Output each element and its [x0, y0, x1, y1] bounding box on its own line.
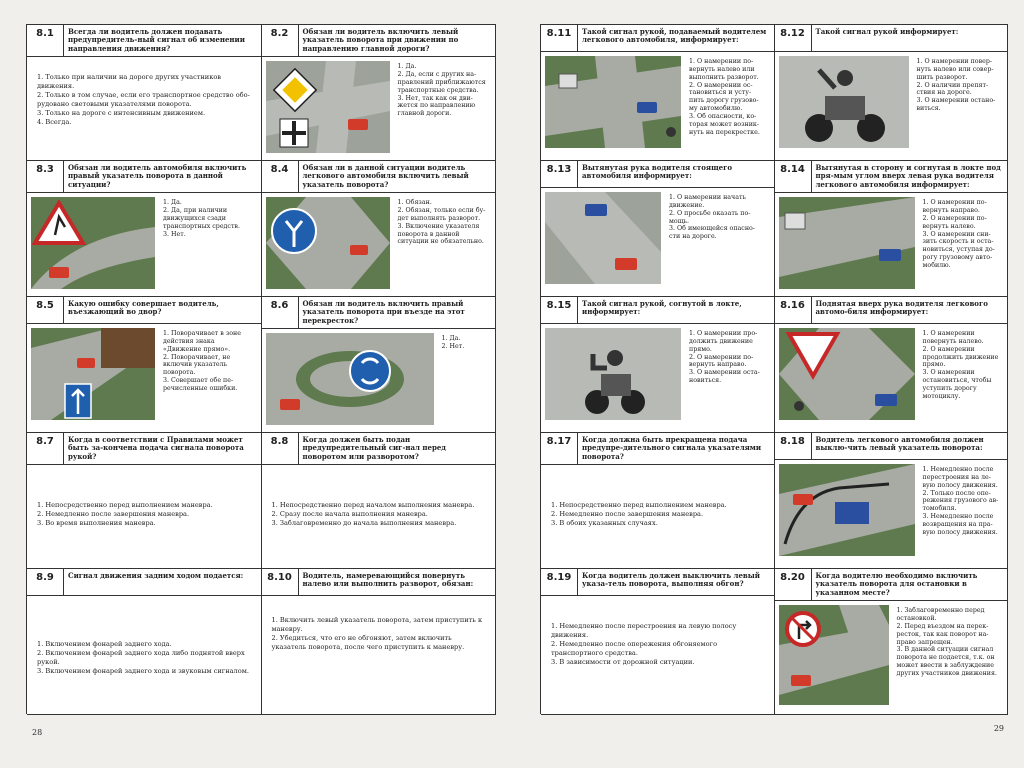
answer-option: 2. Поворачивает, не включив указатель поворота.: [163, 353, 231, 377]
answer-option: 2. Перед въездом на перек-ресток, так как поворот на-право запрещен.: [896, 622, 989, 646]
answer-option: 3. Во время выполнения маневра.: [37, 518, 156, 527]
answer-option: 2. О наличии препят-ствия на дороге.: [916, 81, 989, 97]
answer-option: 1. Только при наличии на дороге других участников движения.: [37, 73, 222, 91]
question-text: Обязан ли водитель включить правый указатель поворота при въезде на этот перекресток?: [302, 299, 465, 325]
road-illustration: [779, 605, 889, 705]
road-illustration: [545, 56, 681, 148]
question-number: 8.14: [775, 161, 812, 192]
answer-option: 3. В обоих указанных случаях.: [551, 518, 658, 527]
answer-option: 3. Только на дороге с интенсивным движением.: [37, 108, 206, 117]
answer-list: [919, 464, 1004, 556]
answer-list: [919, 197, 1004, 289]
question-text: Такой сигнал рукой, согнутой в локте, информирует:: [582, 299, 742, 317]
question-card-8-4: [262, 161, 497, 297]
answer-option: 2. Обязан, только если бу-дет выполнять разворот.: [397, 207, 486, 222]
right-page: [540, 24, 1008, 733]
question-card-8-1: [27, 25, 262, 161]
answer-option: 2. О намерении продолжить движение прямо.: [922, 345, 999, 369]
question-number: 8.19: [541, 569, 578, 595]
question-number: 8.7: [27, 433, 64, 464]
answer-list: [541, 596, 774, 666]
question-number: 8.13: [541, 161, 578, 187]
answer-option: 2. Немедленно после завершения маневра.: [37, 510, 190, 519]
answer-option: 1. Включить левый указатель поворота, затем приступить к маневру.: [271, 616, 483, 633]
question-card-8-16: [775, 297, 1009, 433]
answer-option: 2. О намерении по-вернуть направо.: [689, 353, 754, 369]
question-text: Какую ошибку совершает водитель, въезжающий во двор?: [68, 299, 219, 317]
question-card-8-14: [775, 161, 1009, 297]
question-number: 8.4: [262, 161, 299, 192]
answer-list: [262, 596, 496, 652]
answer-option: 1. Немедленно после перестроения на левую полосу движения.: [551, 622, 737, 639]
answer-option: 3. О намерении сни-зить скорость и оста-новиться, уступая до-рогу грузовому авто-мобилю.: [922, 230, 995, 270]
road-illustration: [31, 328, 155, 420]
question-text: Обязан ли водитель включить левый указатель поворота при движении по направлению главной дороги?: [302, 27, 459, 53]
answer-list: [27, 465, 261, 528]
question-text: Когда должен быть подан предупредительный сиг-нал перед поворотом или разворотом?: [302, 435, 446, 461]
road-illustration: [779, 328, 915, 420]
question-card-8-10: [262, 569, 497, 715]
answer-option: 1. Да.: [441, 335, 461, 343]
question-card-8-9: [27, 569, 262, 715]
road-illustration: [266, 197, 390, 289]
question-card-8-19: [541, 569, 775, 715]
question-text: Обязан ли в данной ситуации водитель легкового автомобиля включить левый указатель поворота?: [302, 163, 469, 189]
question-card-8-7: [27, 433, 262, 569]
answer-option: 3. О намерении остановиться, чтобы уступить дорогу мотоциклу.: [922, 369, 992, 400]
question-number: 8.16: [775, 297, 812, 323]
answer-option: 2. О просьбе оказать по-мощь.: [669, 209, 751, 225]
question-card-8-12: [775, 25, 1009, 161]
question-text: Водитель, намеревающийся повернуть налево или выполнить разворот, обязан:: [302, 571, 474, 589]
answer-option: 1. Да.: [163, 199, 182, 207]
question-number: 8.6: [262, 297, 299, 328]
answer-list: [27, 57, 261, 126]
answer-option: 1. О намерении повер-нуть налево или совер-шить разворот.: [916, 58, 994, 81]
answer-list: [665, 192, 770, 284]
answer-option: 3. Немедленно после возвращения на пра-вую полосу движения.: [922, 513, 998, 536]
question-card-8-2: [262, 25, 497, 161]
answer-option: 3. Включение указателя поворота в данной ситуации не обязательно.: [397, 222, 484, 246]
question-card-8-17: [541, 433, 775, 569]
road-illustration: [779, 197, 915, 289]
answer-option: 3. Об опасности, ко-торая может возник-нуть на перекрестке.: [689, 113, 760, 136]
question-text: Поднятая вверх рука водителя легкового автомо-биля информирует:: [815, 299, 988, 317]
answer-option: 1. Включением фонарей заднего хода.: [37, 640, 172, 648]
question-text: Когда водитель должен выключить левый указа-тель поворота, выполняя обгон?: [582, 571, 760, 589]
answer-list: [394, 197, 492, 289]
question-number: 8.2: [262, 25, 299, 56]
question-text: Вытянутая в сторону и согнутая в локте под пря-мым углом вверх левая рука водителя легкового автомобиля информирует:: [815, 163, 1001, 189]
answer-list: [893, 605, 1004, 705]
answer-option: 2. Включением фонарей заднего хода либо поднятой вверх рукой.: [37, 648, 245, 666]
answer-option: 2. Только в том случае, если его транспортное средство обо-рудовано световыми указателями поворота.: [37, 90, 250, 108]
question-number: 8.1: [27, 25, 64, 56]
question-text: Такой сигнал рукой, подаваемый водителем легкового автомобиля, информирует:: [582, 27, 767, 45]
answer-option: 1. Обязан.: [397, 199, 432, 207]
question-text: Такой сигнал рукой информирует:: [815, 27, 959, 36]
question-number: 8.18: [775, 433, 812, 459]
question-card-8-13: [541, 161, 775, 297]
answer-option: 2. Да, при наличии движущихся сзади транспортных средств.: [163, 207, 240, 230]
question-card-8-20: [775, 569, 1009, 715]
question-number: 8.9: [27, 569, 64, 595]
answer-list: [27, 596, 261, 676]
answer-option: 1. Заблаговременно перед остановкой.: [896, 607, 985, 623]
page-number: 28: [32, 728, 43, 737]
motorcyclist-illustration: [779, 56, 909, 148]
answer-option: 1. О намерении повернуть налево.: [922, 330, 984, 345]
answer-list: [913, 56, 1004, 148]
left-page: [26, 24, 496, 737]
answer-option: 2. Немедленно после опережения обгоняемого транспортного средства.: [551, 639, 718, 657]
answer-option: 1. Да.: [397, 63, 417, 71]
answer-list: [919, 328, 1004, 420]
answer-option: 4. Всегда.: [37, 117, 72, 126]
question-text: Когда в соответствии с Правилами может быть за-кончена подача сигнала поворота рукой?: [68, 435, 244, 461]
answer-option: 3. О намерении оста-новиться.: [689, 369, 760, 385]
answer-list: [262, 465, 496, 528]
answer-option: 1. Непосредственно перед выполнением маневра.: [551, 501, 727, 510]
road-illustration: [266, 333, 434, 425]
answer-list: [541, 465, 774, 528]
page-number: 29: [993, 724, 1004, 733]
question-card-8-8: [262, 433, 497, 569]
answer-option: 2. Нет.: [441, 343, 465, 351]
answer-option: 3. Заблаговременно до начала выполнения маневра.: [271, 518, 457, 527]
question-number: 8.5: [27, 297, 64, 323]
answer-option: 1. О намерении начать движение.: [669, 194, 746, 209]
answer-option: 3. Нет.: [163, 230, 186, 238]
question-card-8-5: [27, 297, 262, 433]
answer-option: 2. Да, если с других на-правлений приближаются транспортные средства.: [397, 71, 486, 94]
question-number: 8.17: [541, 433, 578, 464]
question-number: 8.3: [27, 161, 64, 192]
answer-option: 3. В зависимости от дорожной ситуации.: [551, 657, 695, 666]
question-text: Обязан ли водитель автомобиля включить правый указатель поворота в данной ситуации?: [68, 163, 247, 189]
question-text: Всегда ли водитель должен подавать предупредитель-ный сигнал об изменении направления движения?: [68, 27, 245, 53]
answer-option: 1. О намерении по-вернуть налево или выполнить разворот.: [689, 58, 759, 81]
question-number: 8.10: [262, 569, 299, 595]
answer-list: [159, 328, 257, 420]
question-card-8-6: [262, 297, 497, 433]
road-illustration: [31, 197, 155, 289]
answer-option: 2. Только после опе-режения грузового ав-томобиля.: [922, 489, 999, 513]
question-text: Водитель легкового автомобиля должен выклю-чить левый указатель поворота:: [815, 435, 984, 453]
question-number: 8.20: [775, 569, 812, 600]
answer-option: 1. Немедленно после перестроения на ле-вую полосу движения.: [922, 466, 998, 489]
question-text: Вытянутая рука водителя стоящего автомобиля информирует:: [582, 163, 733, 181]
question-text: Когда водителю необходимо включить указатель поворота для остановки в указанном месте?: [815, 571, 978, 597]
answer-list: [685, 56, 770, 148]
answer-option: 2. Сразу после начала выполнения маневра.: [271, 510, 428, 519]
question-card-8-18: [775, 433, 1009, 569]
answer-list: [438, 333, 469, 425]
motorcyclist-illustration: [545, 328, 681, 420]
answer-option: 2. Немедленно после завершения маневра.: [551, 510, 704, 519]
answer-list: [394, 61, 492, 153]
answer-option: 3. Об имеющейся опасно-сти на дороге.: [669, 225, 755, 241]
answer-option: 1. О намерении по-вернуть направо.: [922, 199, 987, 215]
question-number: 8.11: [541, 25, 578, 51]
answer-option: 2. О намерении по-вернуть налево.: [922, 214, 987, 230]
question-number: 8.15: [541, 297, 578, 323]
question-text: Сигнал движения задним ходом подается:: [68, 571, 244, 580]
question-card-8-15: [541, 297, 775, 433]
answer-list: [685, 328, 770, 420]
answer-option: 1. Непосредственно перед началом выполнения маневра.: [271, 501, 475, 510]
question-number: 8.12: [775, 25, 812, 51]
question-card-8-11: [541, 25, 775, 161]
answer-option: 1. Непосредственно перед выполнением маневра.: [37, 501, 213, 510]
answer-option: 3. Нет, так как он дви-жется по направлению главной дороги.: [397, 94, 476, 118]
road-illustration: [266, 61, 390, 153]
road-illustration: [779, 464, 915, 556]
answer-option: 1. Поворачивает в зоне действия знака «Движение прямо».: [163, 330, 241, 353]
answer-option: 2. О намерении ос-тановиться и усту-пить дорогу грузово-му автомобилю.: [689, 81, 759, 113]
answer-option: 3. О намерении остано-виться.: [916, 97, 996, 113]
answer-option: 3. Включением фонарей заднего хода и звуковым сигналом.: [37, 666, 249, 675]
question-number: 8.8: [262, 433, 299, 464]
answer-option: 3. Совершает обе пе-речисленные ошибки.: [163, 377, 238, 393]
answer-option: 3. В данной ситуации сигнал поворота не подается, т.к. он может ввести в заблуждение других участников движения.: [896, 646, 997, 678]
answer-list: [159, 197, 257, 289]
answer-option: 2. Убедиться, что его не обгоняют, затем включить указатель поворота, после чего приступить к маневру.: [271, 633, 465, 651]
question-text: Когда должна быть прекращена подача предупре-дительного сигнала указателями поворота?: [582, 435, 762, 461]
answer-option: 1. О намерении про-должить движение прямо.: [689, 330, 758, 353]
road-illustration: [545, 192, 661, 284]
question-card-8-3: [27, 161, 262, 297]
